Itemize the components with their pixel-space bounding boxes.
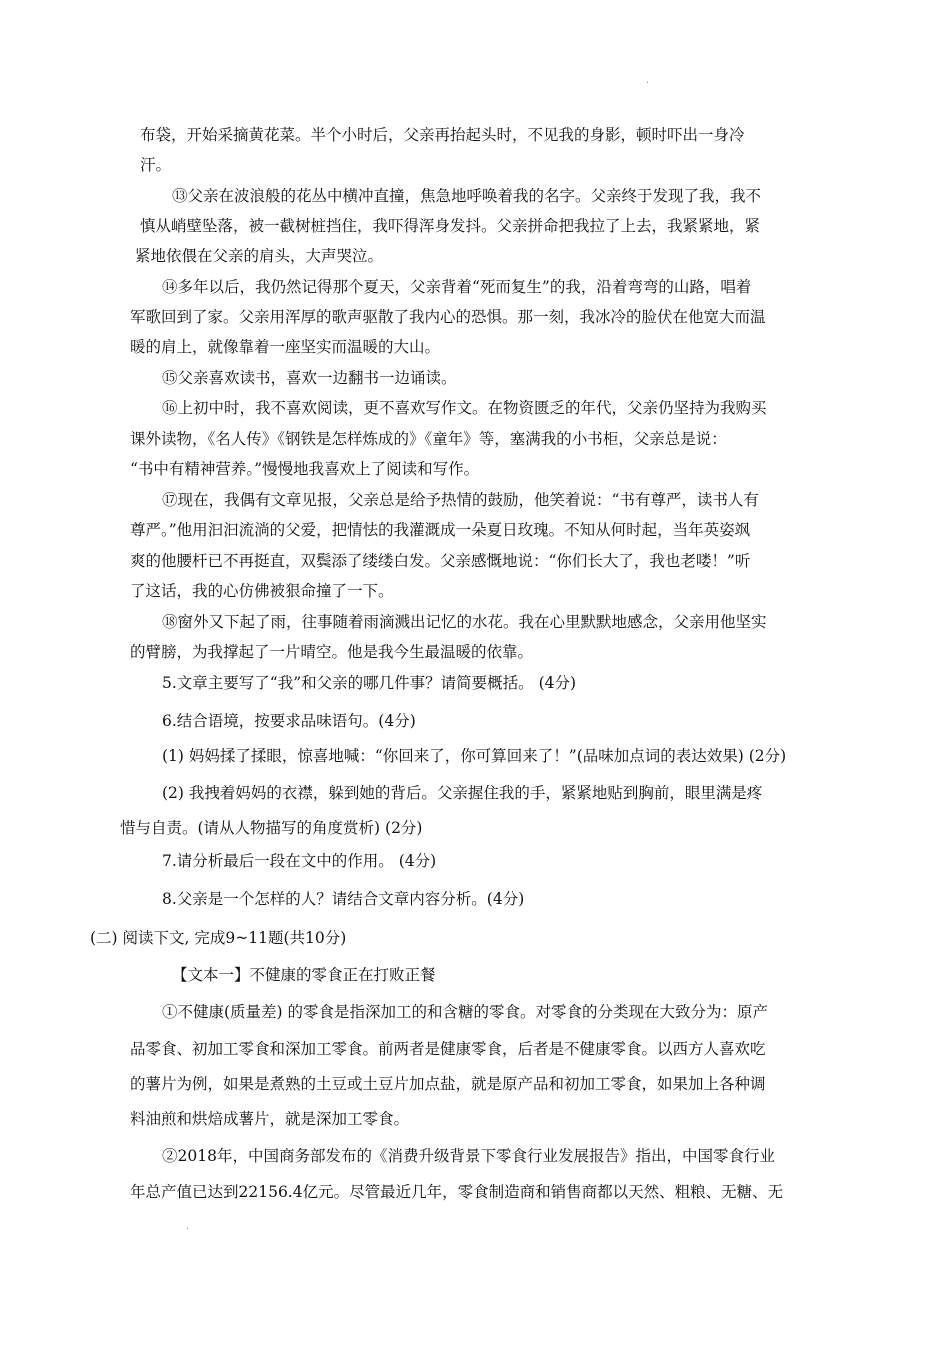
text-line: 暖的肩上，就像靠着一座坚实而温暖的大山。 [130, 338, 441, 356]
text-line: 爽的他腰杆已不再挺直，双鬓添了缕缕白发。父亲感慨地说：“你们长大了，我也老喽！”听 [130, 552, 751, 570]
bottom-mark: . [186, 1221, 190, 1232]
text-line: 军歌回到了家。父亲用浑厚的歌声驱散了我内心的恐惧。那一刻，我冰冷的脸伏在他宽大而温 [130, 308, 766, 326]
text-line: ⑬父亲在波浪般的花丛中横冲直撞，焦急地呼唤着我的名字。父亲终于发现了我，我不 [172, 187, 762, 205]
text-line: 了这话，我的心仿佛被狠命撞了一下。 [130, 582, 394, 600]
question-7: 7.请分析最后一段在文中的作用。 (4分) [162, 852, 437, 870]
question-6-2-cont: 惜与自责。(请从人物描写的角度赏析) (2分) [120, 819, 423, 837]
text-line: ⑮父亲喜欢读书，喜欢一边翻书一边诵读。 [162, 369, 457, 387]
text-line: 的臂膀，为我撑起了一片晴空。他是我今生最温暖的依靠。 [130, 643, 534, 661]
text-line: 尊严。”他用汩汩流淌的父爱，把情怯的我灌溉成一朵夏日玫瑰。不知从何时起，当年英姿飒 [130, 521, 751, 539]
text-line: 汗。 [140, 156, 172, 174]
text-line: 慎从峭壁坠落，被一截树桩挡住，我吓得浑身发抖。父亲拼命把我拉了上去，我紧紧地，紧 [140, 217, 761, 235]
question-5: 5.文章主要写了“我”和父亲的哪几件事？请简要概括。 (4分) [162, 674, 577, 692]
question-6: 6.结合语境，按要求品味语句。(4分) [162, 712, 416, 730]
text-line: ①不健康(质量差) 的零食是指深加工的和含糖的零食。对零食的分类现在大致分为：原产 [162, 1003, 769, 1021]
text-line: 年总产值已达到22156.4亿元。尽管最近几年，零食制造商和销售商都以天然、粗粮、无糖、无 [130, 1183, 784, 1201]
text-line: 紧地依偎在父亲的肩头，大声哭泣。 [135, 247, 384, 265]
text-line: 的薯片为例，如果是煮熟的土豆或土豆片加点盐，就是原产品和初加工零食，如果加上各种调 [130, 1075, 766, 1093]
text-line: “书中有精神营养。”慢慢地我喜欢上了阅读和写作。 [130, 460, 480, 478]
text-line: 料油煎和烘焙成薯片，就是深加工零食。 [130, 1110, 410, 1128]
section-heading: (二) 阅读下文, 完成9~11题(共10分) [90, 929, 347, 947]
top-mark: . [646, 75, 650, 86]
text-line: 课外读物，《名人传》《钢铁是怎样炼成的》《童年》等，塞满我的小书柜，父亲总是说： [130, 430, 727, 448]
question-8: 8.父亲是一个怎样的人？请结合文章内容分析。(4分) [162, 890, 525, 908]
text-line: ⑱窗外又下起了雨，往事随着雨滴溅出记忆的水花。我在心里默默地感念，父亲用他坚实 [162, 613, 767, 631]
text-line: ⑰现在，我偶有文章见报，父亲总是给予热情的鼓励，他笑着说：“书有尊严，读书人有 [162, 491, 759, 509]
text-line: ②2018年，中国商务部发布的《消费升级背景下零食行业发展报告》指出，中国零食行业 [162, 1147, 775, 1165]
text-line: ⑯上初中时，我不喜欢阅读，更不喜欢写作文。在物资匮乏的年代，父亲仍坚持为我购买 [162, 399, 767, 417]
question-6-2: (2) 我拽着妈妈的衣襟，躲到她的背后。父亲握住我的手，紧紧地贴到胸前，眼里满是疼 [162, 784, 763, 802]
question-6-1: (1) 妈妈揉了揉眼，惊喜地喊：“你回来了，你可算回来了！”(品味加点词的表达效果) (2分) [162, 747, 787, 765]
text-line: 布袋，开始采摘黄花菜。半个小时后，父亲再抬起头时，不见我的身影，顿时吓出一身冷 [140, 126, 745, 144]
text-line: 品零食、初加工零食和深加工零食。前两者是健康零食，后者是不健康零食。以西方人喜欢吃 [130, 1040, 766, 1058]
text-line: ⑭多年以后，我仍然记得那个夏天，父亲背着“死而复生”的我，沿着弯弯的山路，唱着 [162, 278, 752, 296]
text-one-title: 【文本一】不健康的零食正在打败正餐 [172, 966, 436, 984]
